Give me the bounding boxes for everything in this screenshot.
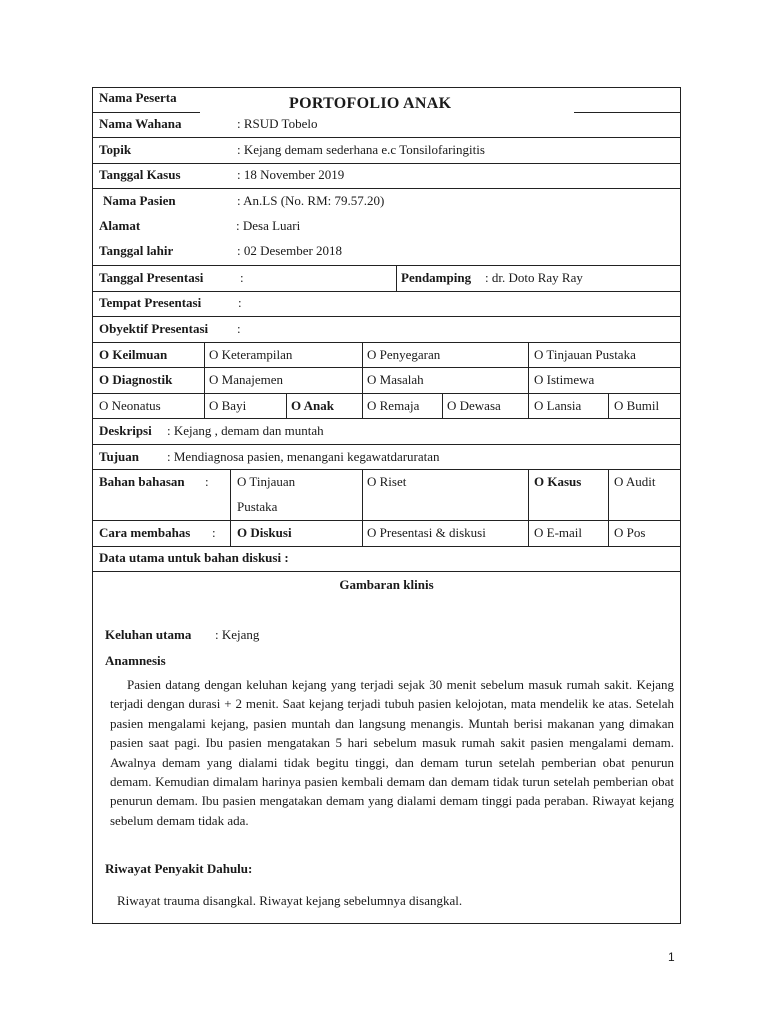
pendamping-label: Pendamping bbox=[401, 270, 472, 285]
tanggal-presentasi-label: Tanggal Presentasi bbox=[99, 270, 204, 285]
option-keterampilan: O Keterampilan bbox=[209, 347, 293, 362]
nama-wahana-value: : RSUD Tobelo bbox=[237, 116, 318, 131]
option-bayi: O Bayi bbox=[209, 398, 247, 413]
rule bbox=[92, 546, 681, 547]
rule bbox=[92, 112, 200, 113]
rule bbox=[396, 265, 397, 291]
bahan-option-kasus: O Kasus bbox=[534, 474, 582, 489]
keluhan-utama-value: : Kejang bbox=[215, 627, 260, 642]
nama-pasien-label: Nama Pasien bbox=[103, 193, 176, 208]
option-istimewa: O Istimewa bbox=[534, 372, 595, 387]
tanggal-lahir-value: : 02 Desember 2018 bbox=[237, 243, 343, 258]
rule bbox=[92, 469, 681, 470]
option-neonatus: O Neonatus bbox=[99, 398, 161, 413]
rule bbox=[92, 342, 681, 343]
option-bumil: O Bumil bbox=[614, 398, 660, 413]
page-number: 1 bbox=[668, 950, 675, 964]
tempat-presentasi-label: Tempat Presentasi bbox=[99, 295, 202, 310]
option-manajemen: O Manajemen bbox=[209, 372, 284, 387]
rule bbox=[92, 163, 681, 164]
tempat-presentasi-value: : bbox=[238, 295, 242, 310]
bahan-bahasan-label: Bahan bahasan bbox=[99, 474, 185, 489]
tanggal-kasus-value: : 18 November 2019 bbox=[237, 167, 345, 182]
tanggal-lahir-label: Tanggal lahir bbox=[99, 243, 174, 258]
alamat-value: : Desa Luari bbox=[236, 218, 301, 233]
cara-membahas-colon: : bbox=[212, 525, 216, 540]
riwayat-penyakit-dahulu-heading: Riwayat Penyakit Dahulu: bbox=[105, 861, 253, 876]
option-anak: O Anak bbox=[291, 398, 334, 413]
tanggal-presentasi-value: : bbox=[240, 270, 244, 285]
topik-label: Topik bbox=[99, 142, 132, 157]
deskripsi-value: : Kejang , demam dan muntah bbox=[167, 423, 324, 438]
option-remaja: O Remaja bbox=[367, 398, 420, 413]
bahan-option-riset: O Riset bbox=[367, 474, 407, 489]
anamnesis-paragraph: Pasien datang dengan keluhan kejang yang terjadi sejak 30 menit sebelum masuk rumah sakit. Kejang terjadi dengan durasi + 2 menit. Saat kejang terjadi tubuh pasien kelojotan, mata mendelik ke atas. Setelah pasien mengalami kejang, pasien muntah dan langsung menangis. Muntah berisi makanan yang dimakan pasien saat pagi. Ibu pasien mengatakan 5 hari sebelum masuk rumah sakit pasien mengalami demam. Awalnya demam yang dialami tidak begitu tinggi, dan demam turun setelah pemberian obat penurun demam. Kemudian dimalam harinya pasien kembali demam dan demam tidak turun setelah pemberian obat penurun demam. Ibu pasien mengatakan demam yang dialami demam tinggi pada peraban. Riwayat kejang sebelum demam tidak ada. bbox=[110, 677, 674, 828]
bahan-option-tinjauan: O Tinjauan bbox=[237, 474, 296, 489]
rule bbox=[362, 342, 363, 418]
option-diagnostik: O Diagnostik bbox=[99, 372, 173, 387]
rule bbox=[204, 342, 205, 418]
bahan-bahasan-colon: : bbox=[205, 474, 209, 489]
alamat-label: Alamat bbox=[99, 218, 141, 233]
rule bbox=[92, 316, 681, 317]
rule bbox=[92, 444, 681, 445]
rule bbox=[608, 469, 609, 546]
obyektif-presentasi-value: : bbox=[237, 321, 241, 336]
cara-option-pos: O Pos bbox=[614, 525, 646, 540]
option-masalah: O Masalah bbox=[367, 372, 424, 387]
topik-value: : Kejang demam sederhana e.c Tonsilofaringitis bbox=[237, 142, 485, 157]
rule bbox=[92, 418, 681, 419]
cara-option-presentasi-diskusi: O Presentasi & diskusi bbox=[367, 525, 486, 540]
page-title: PORTOFOLIO ANAK bbox=[289, 95, 452, 112]
cara-option-email: O E-mail bbox=[534, 525, 583, 540]
bahan-option-tinjauan-cont: Pustaka bbox=[237, 499, 278, 514]
anamnesis-heading: Anamnesis bbox=[105, 653, 166, 668]
tujuan-value: : Mendiagnosa pasien, menangani kegawatdaruratan bbox=[167, 449, 440, 464]
option-dewasa: O Dewasa bbox=[447, 398, 501, 413]
rule bbox=[92, 571, 681, 572]
obyektif-presentasi-label: Obyektif Presentasi bbox=[99, 321, 209, 336]
tujuan-label: Tujuan bbox=[99, 449, 139, 464]
rule bbox=[230, 469, 231, 546]
rule bbox=[92, 265, 681, 266]
bahan-option-audit: O Audit bbox=[614, 474, 656, 489]
rule bbox=[92, 393, 681, 394]
rule bbox=[286, 393, 287, 418]
rule bbox=[92, 137, 681, 138]
tanggal-kasus-label: Tanggal Kasus bbox=[99, 167, 181, 182]
rule bbox=[608, 393, 609, 418]
nama-wahana-label: Nama Wahana bbox=[99, 116, 182, 131]
option-lansia: O Lansia bbox=[534, 398, 582, 413]
option-tinjauan-pustaka: O Tinjauan Pustaka bbox=[534, 347, 636, 362]
rule bbox=[574, 112, 681, 113]
nama-peserta-label: Nama Peserta bbox=[99, 90, 177, 105]
keluhan-utama-label: Keluhan utama bbox=[105, 627, 192, 642]
data-utama-label: Data utama untuk bahan diskusi : bbox=[99, 550, 289, 565]
rule bbox=[362, 469, 363, 546]
cara-option-diskusi: O Diskusi bbox=[237, 525, 292, 540]
cara-membahas-label: Cara membahas bbox=[99, 525, 191, 540]
rule bbox=[92, 188, 681, 189]
option-penyegaran: O Penyegaran bbox=[367, 347, 441, 362]
rule bbox=[528, 469, 529, 546]
rule bbox=[92, 520, 681, 521]
rule bbox=[92, 367, 681, 368]
option-keilmuan: O Keilmuan bbox=[99, 347, 168, 362]
deskripsi-label: Deskripsi bbox=[99, 423, 152, 438]
rule bbox=[442, 393, 443, 418]
rule bbox=[528, 342, 529, 418]
rule bbox=[92, 291, 681, 292]
nama-pasien-value: : An.LS (No. RM: 79.57.20) bbox=[237, 193, 385, 208]
riwayat-penyakit-dahulu-text: Riwayat trauma disangkal. Riwayat kejang sebelumnya disangkal. bbox=[117, 893, 463, 908]
gambaran-klinis-heading: Gambaran klinis bbox=[339, 577, 434, 592]
pendamping-value: : dr. Doto Ray Ray bbox=[485, 270, 583, 285]
